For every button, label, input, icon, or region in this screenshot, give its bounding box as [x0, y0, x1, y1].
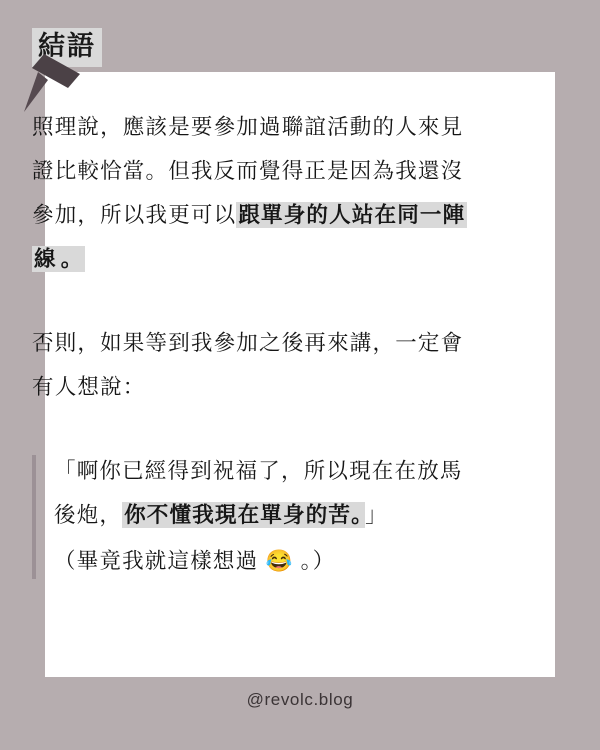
paragraph-2 — [32, 321, 480, 409]
text-segment: 否則，如果等到我參加之後再來講，一定會有人想說： — [32, 331, 464, 399]
page-title-text: 結語 — [32, 28, 102, 67]
text-segment: 」 — [365, 503, 388, 527]
post-body — [32, 105, 480, 583]
text-segment: 「啊你已經得到祝福了，所以現在在放馬後炮， — [54, 459, 463, 527]
text-segment: 照理說，應該是要參加過聯誼活動的人來見證比較恰當。但我反而覺得正是因為我還沒參加，所以我更可以 — [32, 115, 464, 227]
quote-line-1 — [54, 449, 480, 537]
author-handle: @revolc.blog — [246, 690, 354, 709]
quote-line-2: （畢竟我就這樣想過 😂 。） — [54, 549, 336, 573]
highlighted-text-segment: 你不懂我現在單身的苦。 — [124, 503, 364, 527]
highlighted-text-segment: 。 — [60, 247, 84, 271]
blockquote — [32, 449, 480, 583]
highlighted-text-segment: 跟單身的人站在同一陣線 — [34, 203, 466, 271]
push-pin-icon — [18, 48, 88, 118]
paragraph-1 — [32, 105, 480, 281]
